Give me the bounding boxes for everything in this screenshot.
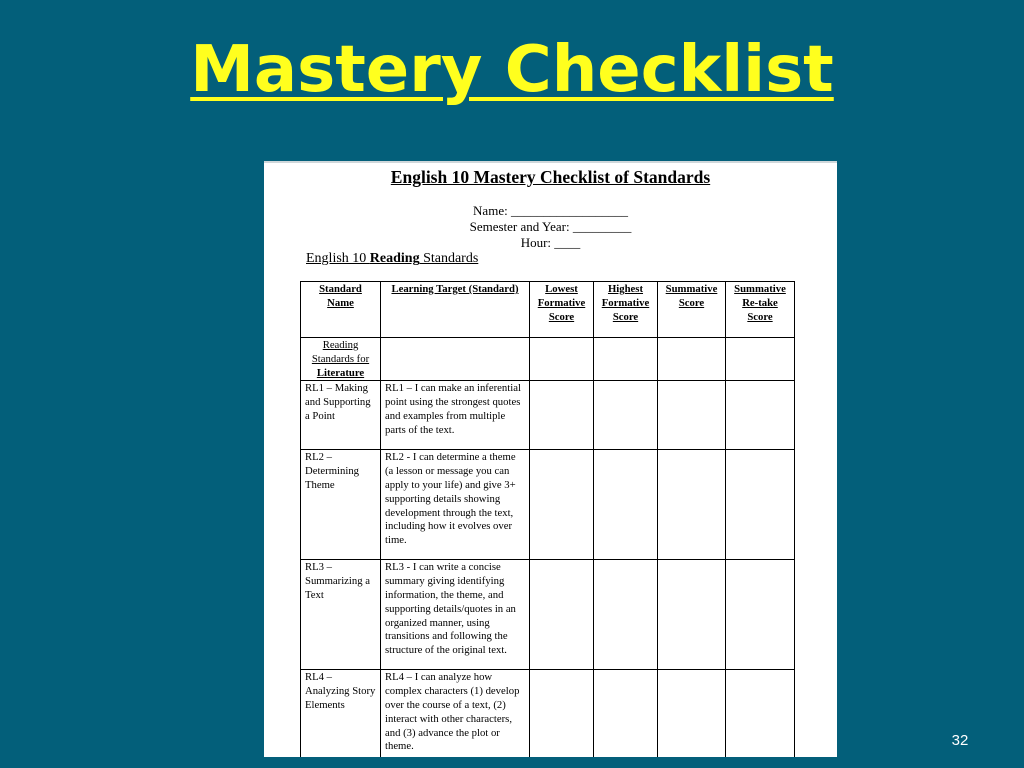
- section-heading: [306, 251, 478, 267]
- score-cell: [594, 338, 658, 381]
- score-cell: [726, 338, 795, 381]
- table-header-row: [301, 282, 795, 338]
- score-cell: [530, 381, 594, 450]
- score-cell: [658, 338, 726, 381]
- score-cell: [658, 450, 726, 560]
- section-heading-suffix: Standards: [419, 251, 479, 266]
- standard-name-cell: RL3 – Summarizing a Text: [301, 560, 381, 670]
- standards-table: [300, 281, 795, 757]
- header-highest-formative: Highest Formative Score: [594, 282, 658, 338]
- standard-name-cell: RL1 – Making and Supporting a Point: [301, 381, 381, 450]
- score-cell: [658, 560, 726, 670]
- score-cell: [726, 560, 795, 670]
- table-row: [301, 560, 795, 670]
- page-number: 32: [951, 732, 969, 749]
- checklist-document: [264, 161, 837, 757]
- name-field: Name: __________________: [473, 203, 628, 218]
- table-row: [301, 381, 795, 450]
- score-cell: [530, 560, 594, 670]
- standard-name-cell: RL4 – Analyzing Story Elements: [301, 670, 381, 757]
- slide-title: Mastery Checklist: [190, 33, 834, 107]
- score-cell: [530, 670, 594, 757]
- table-row: [301, 670, 795, 757]
- category-line-2: Standards for: [311, 352, 370, 365]
- score-cell: [594, 670, 658, 757]
- document-title: English 10 Mastery Checklist of Standards: [390, 167, 711, 187]
- category-line-1: Reading: [322, 339, 359, 351]
- learning-target-cell: RL3 - I can write a concise summary giving identifying information, the theme, and supporting details/quotes in an organized manner, using transitions and following the structure of the original text.: [381, 560, 530, 670]
- section-heading-prefix: English 10: [306, 251, 370, 266]
- category-cell: [301, 338, 381, 381]
- score-cell: [594, 450, 658, 560]
- empty-cell: [381, 338, 530, 381]
- header-lowest-formative: Lowest Formative Score: [530, 282, 594, 338]
- header-summative: Summative Score: [658, 282, 726, 338]
- score-cell: [530, 450, 594, 560]
- document-top-border: [264, 161, 837, 163]
- table-category-row: [301, 338, 795, 381]
- learning-target-cell: RL1 – I can make an inferential point using the strongest quotes and examples from multiple parts of the text.: [381, 381, 530, 450]
- learning-target-cell: RL2 - I can determine a theme (a lesson or message you can apply to your life) and give 3+ supporting details showing development through the text, including how it evolves over time.: [381, 450, 530, 560]
- header-learning-target: Learning Target (Standard): [381, 282, 530, 338]
- hour-field: Hour: ____: [520, 235, 581, 250]
- semester-year-field: Semester and Year: _________: [469, 219, 632, 234]
- header-standard-name: Standard Name: [301, 282, 381, 338]
- standard-name-cell: RL2 – Determining Theme: [301, 450, 381, 560]
- table-row: [301, 450, 795, 560]
- score-cell: [726, 381, 795, 450]
- score-cell: [726, 670, 795, 757]
- score-cell: [594, 560, 658, 670]
- section-heading-bold: Reading: [369, 251, 420, 266]
- score-cell: [658, 670, 726, 757]
- category-line-3: Literature: [316, 366, 365, 379]
- score-cell: [530, 338, 594, 381]
- score-cell: [594, 381, 658, 450]
- score-cell: [658, 381, 726, 450]
- header-summative-retake: Summative Re-take Score: [726, 282, 795, 338]
- learning-target-cell: RL4 – I can analyze how complex characters (1) develop over the course of a text, (2) interact with other characters, and (3) advance the plot or theme.: [381, 670, 530, 757]
- score-cell: [726, 450, 795, 560]
